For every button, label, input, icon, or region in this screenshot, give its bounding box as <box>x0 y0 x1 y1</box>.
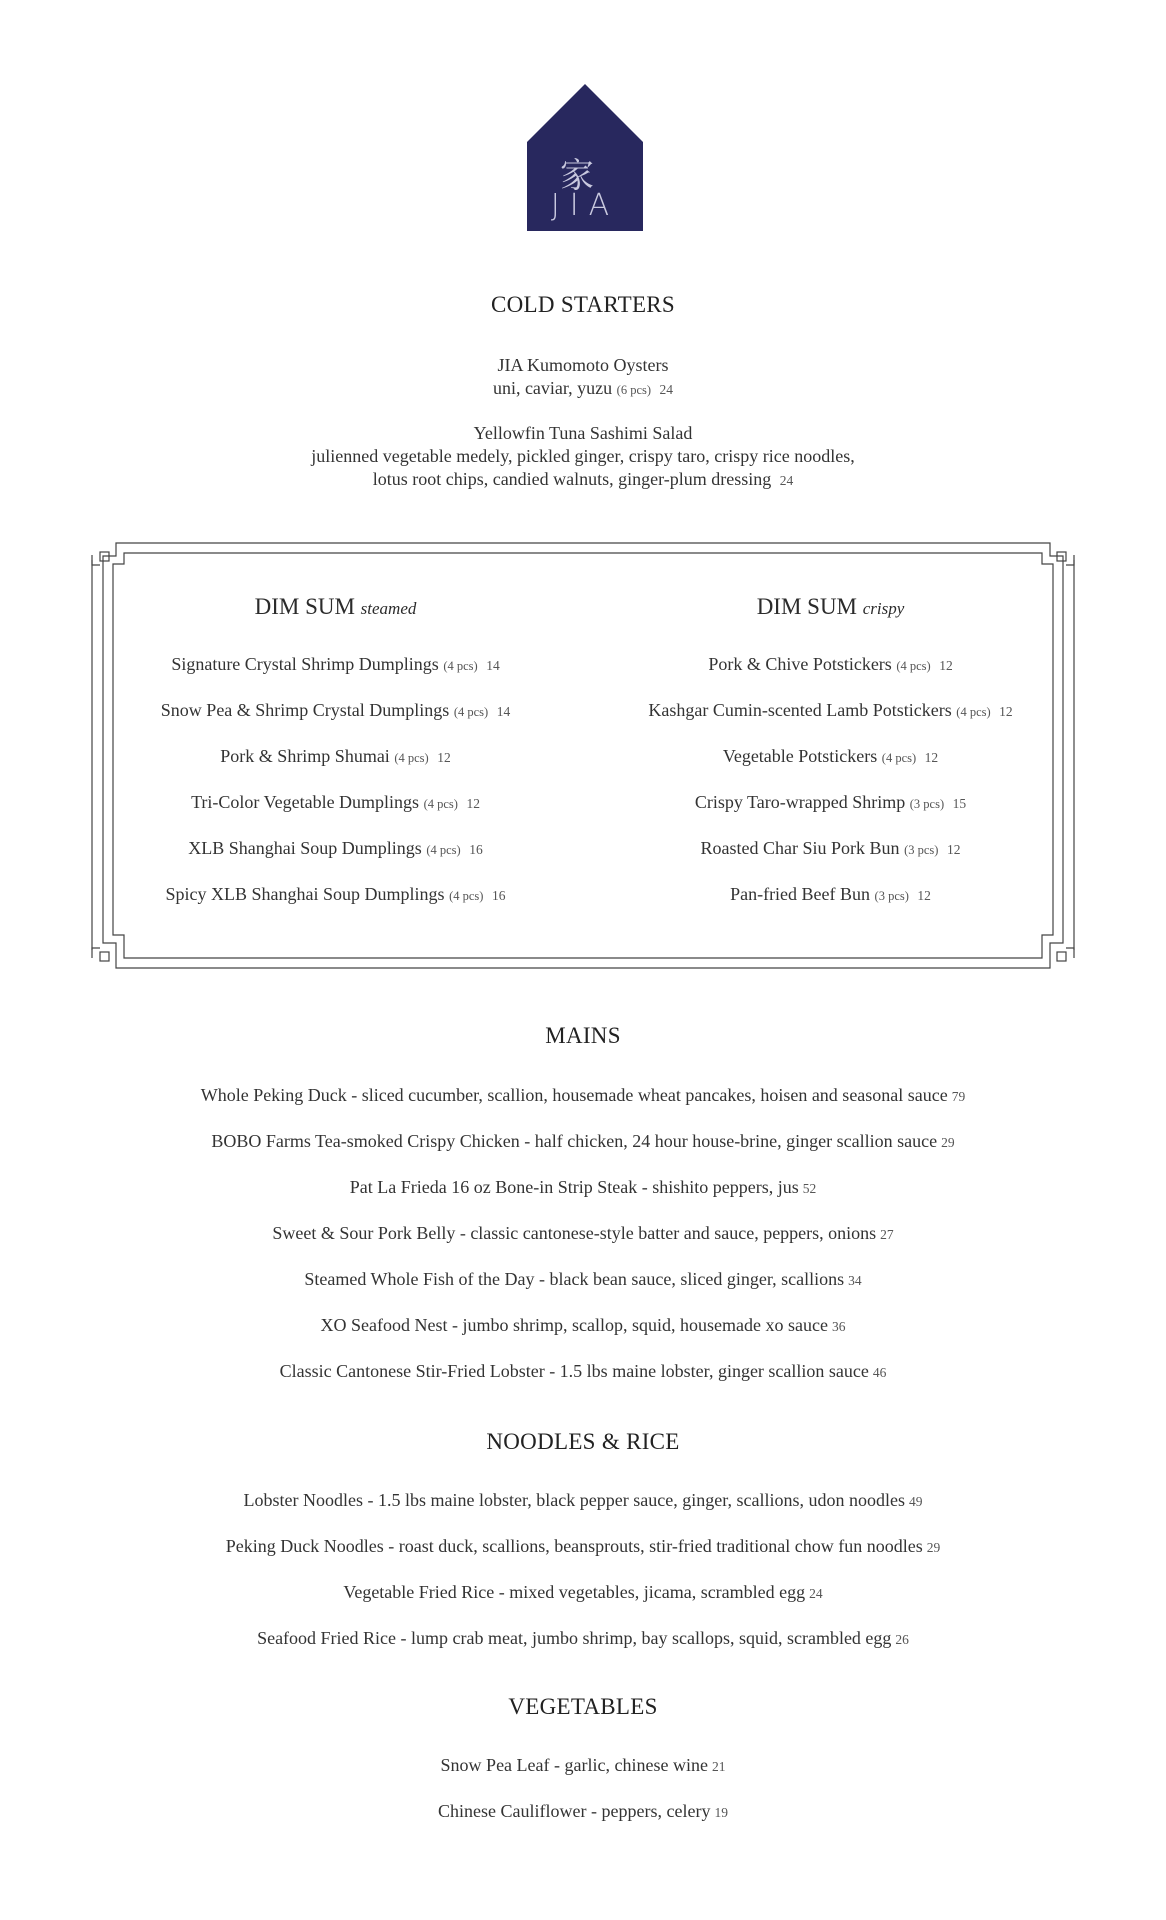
item-price: 52 <box>802 1181 817 1196</box>
item-price: 12 <box>437 750 451 765</box>
item-price: 21 <box>711 1759 726 1774</box>
section-heading-text: DIM SUM <box>254 594 355 619</box>
item-quantity: (4 pcs) <box>449 889 484 903</box>
item-price: 29 <box>941 1135 955 1150</box>
item-text: Vegetable Fried Rice - mixed vegetables, jicama, scrambled egg <box>343 1582 806 1602</box>
item-price: 24 <box>659 382 674 397</box>
item-price: 36 <box>831 1319 846 1334</box>
item-name: Signature Crystal Shrimp Dumplings <box>171 654 439 674</box>
item-name: Spicy XLB Shanghai Soup Dumplings <box>165 884 445 904</box>
item-name: XLB Shanghai Soup Dumplings <box>188 838 422 858</box>
menu-item <box>0 1131 1166 1152</box>
item-quantity: (4 pcs) <box>443 659 478 673</box>
item-price: 14 <box>496 704 511 719</box>
item-text: Snow Pea Leaf - garlic, chinese wine <box>440 1755 708 1775</box>
item-price: 16 <box>491 888 506 903</box>
mains-title: MAINS <box>545 1023 621 1048</box>
item-price: 14 <box>486 658 500 673</box>
logo-wordmark: JIA <box>550 188 620 223</box>
item-name: Tri-Color Vegetable Dumplings <box>191 792 420 812</box>
item-text: Peking Duck Noodles - roast duck, scallions, beansprouts, stir-fried traditional chow fun noodles <box>225 1536 923 1556</box>
menu-item <box>583 884 1078 905</box>
item-name: Pan-fried Beef Bun <box>730 884 871 904</box>
menu-item <box>583 700 1078 721</box>
item-quantity: (4 pcs) <box>896 659 931 673</box>
item-quantity: (4 pcs) <box>453 705 489 719</box>
item-text: Whole Peking Duck - sliced cucumber, scallion, housemade wheat pancakes, hoisen and seasonal sauce <box>200 1085 948 1105</box>
menu-item <box>0 1315 1166 1336</box>
item-text: Classic Cantonese Stir-Fried Lobster - 1.5 lbs maine lobster, ginger scallion sauce <box>279 1361 869 1381</box>
item-price: 34 <box>848 1273 862 1288</box>
section-subtitle: crispy <box>862 599 905 618</box>
vegetables-title: VEGETABLES <box>508 1694 658 1719</box>
dim-sum-section <box>88 542 1078 976</box>
item-quantity: (4 pcs) <box>426 843 461 857</box>
item-text: Pat La Frieda 16 oz Bone-in Strip Steak - shishito peppers, jus <box>349 1177 799 1197</box>
menu-item <box>88 700 583 721</box>
menu-item <box>88 792 583 813</box>
menu-item <box>0 1085 1166 1106</box>
menu-item <box>583 654 1078 675</box>
item-text: Chinese Cauliflower - peppers, celery <box>438 1801 711 1821</box>
item-price: 29 <box>926 1540 941 1555</box>
menu-item <box>583 838 1078 859</box>
item-price: 49 <box>908 1494 923 1509</box>
section-heading-text: DIM SUM <box>756 594 858 619</box>
menu-item <box>0 1582 1166 1603</box>
cold-starters-title: COLD STARTERS <box>490 292 676 317</box>
item-quantity: (3 pcs) <box>904 843 939 857</box>
item-name: Crispy Taro-wrapped Shrimp <box>694 792 906 812</box>
logo-chinese-character: 家 <box>560 156 594 196</box>
menu-item <box>0 1628 1166 1649</box>
dim-sum-steamed-title <box>88 594 583 620</box>
menu-item-name: JIA Kumomoto Oysters <box>497 355 669 375</box>
item-text: XO Seafood Nest - jumbo shrimp, scallop, squid, housemade xo sauce <box>320 1315 828 1335</box>
item-price: 12 <box>946 842 961 857</box>
item-text: Lobster Noodles - 1.5 lbs maine lobster, black pepper sauce, ginger, scallions, udon noodles <box>243 1490 905 1510</box>
item-text: Sweet & Sour Pork Belly - classic cantonese-style batter and sauce, peppers, onions <box>272 1223 877 1243</box>
item-quantity: (4 pcs) <box>956 705 991 719</box>
menu-item <box>0 1269 1166 1290</box>
menu-item <box>88 654 583 675</box>
item-quantity: (3 pcs) <box>909 797 945 811</box>
item-price: 79 <box>951 1089 966 1104</box>
item-name: Vegetable Potstickers <box>722 746 878 766</box>
section-subtitle: steamed <box>360 599 417 618</box>
item-price: 16 <box>469 842 483 857</box>
item-description-text: uni, caviar, yuzu <box>492 378 613 398</box>
item-text: Seafood Fried Rice - lump crab meat, jumbo shrimp, bay scallops, squid, scrambled egg <box>257 1628 892 1648</box>
item-price: 26 <box>895 1632 909 1647</box>
item-price: 24 <box>809 1586 823 1601</box>
item-quantity: (4 pcs) <box>423 797 458 811</box>
menu-item-description: julienned vegetable medely, pickled ginger, crispy taro, crispy rice noodles, <box>311 446 855 466</box>
item-description-text: lotus root chips, candied walnuts, ginger-plum dressing <box>372 469 772 489</box>
item-quantity: (4 pcs) <box>394 751 429 765</box>
menu-item-name: Yellowfin Tuna Sashimi Salad <box>473 423 693 443</box>
item-text: Steamed Whole Fish of the Day - black bean sauce, sliced ginger, scallions <box>304 1269 845 1289</box>
item-price: 27 <box>880 1227 894 1242</box>
item-name: Snow Pea & Shrimp Crystal Dumplings <box>160 700 450 720</box>
item-price: 46 <box>872 1365 887 1380</box>
menu-item <box>0 1490 1166 1511</box>
menu-item <box>0 1755 1166 1776</box>
item-quantity: (3 pcs) <box>874 889 909 903</box>
item-price: 24 <box>779 473 794 488</box>
noodles-rice-title: NOODLES & RICE <box>486 1429 680 1454</box>
item-name: Pork & Shrimp Shumai <box>220 746 390 766</box>
menu-item <box>0 1361 1166 1382</box>
item-quantity: (4 pcs) <box>881 751 917 765</box>
item-name: Pork & Chive Potstickers <box>708 654 892 674</box>
item-price: 12 <box>466 796 480 811</box>
menu-item <box>0 1536 1166 1557</box>
menu-item <box>0 1177 1166 1198</box>
menu-item <box>0 1801 1166 1822</box>
item-price: 12 <box>924 750 939 765</box>
menu-item <box>88 884 583 905</box>
dim-sum-crispy-title <box>583 594 1078 620</box>
item-text: BOBO Farms Tea-smoked Crispy Chicken - half chicken, 24 hour house-brine, ginger scallion sauce <box>211 1131 938 1151</box>
menu-item <box>0 1223 1166 1244</box>
item-price: 19 <box>714 1805 728 1820</box>
menu-item <box>583 792 1078 813</box>
menu-item <box>583 746 1078 767</box>
item-price: 12 <box>999 704 1013 719</box>
menu-item <box>88 838 583 859</box>
item-quantity: (6 pcs) <box>616 383 652 397</box>
item-name: Roasted Char Siu Pork Bun <box>700 838 900 858</box>
item-price: 15 <box>952 796 967 811</box>
item-name: Kashgar Cumin-scented Lamb Potstickers <box>648 700 952 720</box>
item-price: 12 <box>939 658 953 673</box>
item-price: 12 <box>917 888 931 903</box>
menu-item <box>88 746 583 767</box>
